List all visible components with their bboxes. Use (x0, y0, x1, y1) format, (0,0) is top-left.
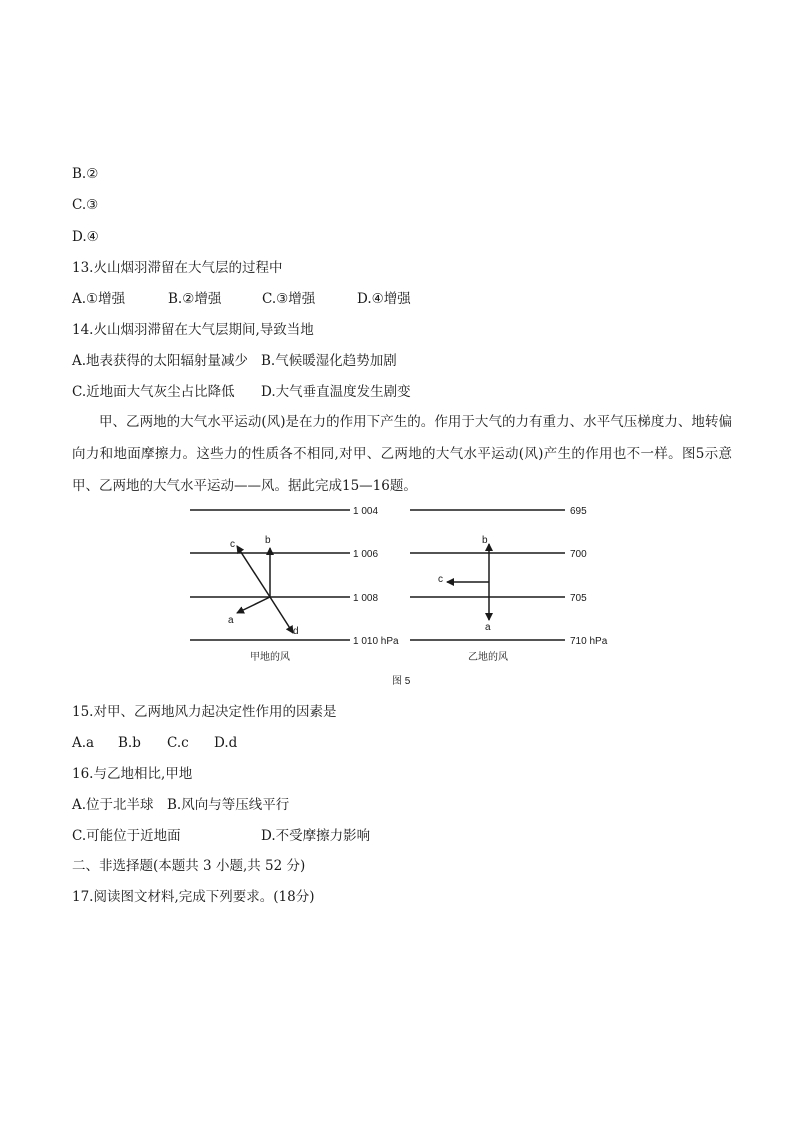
section-2-heading: 二、非选择题(本题共 3 小题,共 52 分) (72, 858, 306, 874)
vector-label-c: c (230, 539, 235, 550)
q12-option-d: D.④ (72, 229, 99, 245)
q16-option-b: B.风向与等压线平行 (167, 797, 290, 813)
right-panel-isobars (410, 510, 565, 640)
vector-a (237, 597, 270, 613)
isobar-label: 705 (570, 593, 587, 604)
isobar-label: 1 004 (353, 506, 379, 517)
q16-stem: 16.与乙地相比,甲地 (72, 766, 193, 782)
q16-option-c: C.可能位于近地面 (72, 828, 181, 844)
right-panel-vectors (447, 544, 489, 620)
q13-stem: 13.火山烟羽滞留在大气层的过程中 (72, 260, 283, 276)
q16-option-a: A.位于北半球 (72, 797, 154, 813)
vector-label-c: c (438, 574, 443, 585)
isobar-label: 1 006 (353, 549, 379, 560)
vector-label-a: a (485, 622, 491, 633)
q12-option-b: B.② (72, 166, 99, 182)
isobar-label: 1 008 (353, 593, 379, 604)
isobar-label: 1 010 hPa (353, 636, 399, 647)
q14-stem: 14.火山烟羽滞留在大气层期间,导致当地 (72, 322, 314, 338)
figure-caption: 图 5 (392, 676, 411, 687)
q14-option-c: C.近地面大气灰尘占比降低 (72, 384, 235, 400)
q12-option-c: C.③ (72, 197, 99, 213)
q14-option-d: D.大气垂直温度发生剧变 (261, 384, 411, 400)
q15-option-c: C.c (167, 735, 189, 751)
vector-d (270, 597, 293, 633)
q15-option-d: D.d (214, 735, 238, 751)
q13-option-a: A.①增强 (72, 291, 126, 307)
q14-option-b: B.气候暖湿化趋势加剧 (261, 353, 397, 369)
right-panel-title: 乙地的风 (468, 652, 508, 663)
vector-label-a: a (228, 615, 234, 626)
left-panel-title: 甲地的风 (250, 652, 290, 663)
vector-label-d: d (293, 626, 299, 637)
q13-option-c: C.③增强 (262, 291, 316, 307)
isobar-label: 700 (570, 549, 587, 560)
isobar-label: 695 (570, 506, 587, 517)
isobar-label: 710 hPa (570, 636, 608, 647)
q15-option-a: A.a (72, 735, 95, 751)
vector-label-b: b (482, 535, 488, 546)
q13-option-d: D.④增强 (357, 291, 411, 307)
vector-label-b: b (265, 535, 271, 546)
left-panel-vectors (237, 546, 293, 633)
passage-text: 甲、乙两地的大气水平运动(风)是在力的作用下产生的。作用于大气的力有重力、水平气压梯度力、地转偏向力和地面摩擦力。这些力的性质各不相同,对甲、乙两地的大气水平运动(风)产生的作用也不一样。图5示意甲、乙两地的大气水平运动——风。据此完成15—16题。 (72, 414, 732, 494)
q17-stem: 17.阅读图文材料,完成下列要求。(18分) (72, 889, 315, 905)
q15-option-b: B.b (118, 735, 141, 751)
q15-stem: 15.对甲、乙两地风力起决定性作用的因素是 (72, 704, 337, 720)
q14-option-a: A.地表获得的太阳辐射量减少 (72, 353, 249, 369)
q13-option-b: B.②增强 (168, 291, 222, 307)
q16-option-d: D.不受摩擦力影响 (261, 828, 371, 844)
